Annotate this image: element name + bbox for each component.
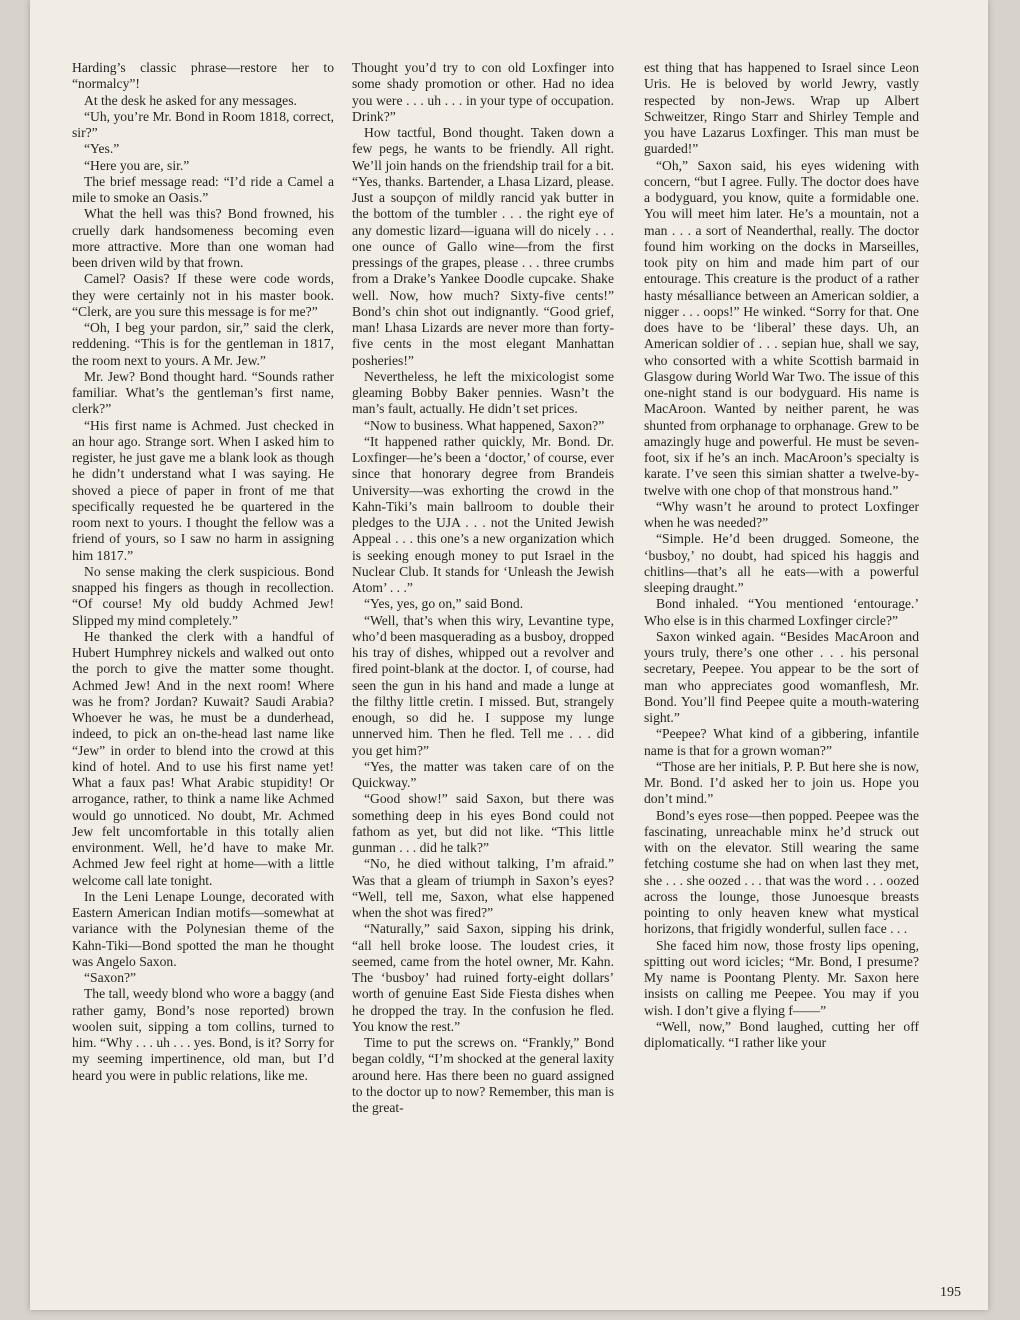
paragraph: Thought you’d try to con old Loxfinger into some shady promotion or other. Had no idea you were . . . uh . . . in your type of occupation. Drink?” <box>352 60 614 124</box>
paragraph: Harding’s classic phrase—restore her to “normalcy”! <box>72 60 334 92</box>
text-column-1 <box>72 60 334 1084</box>
magazine-page <box>30 0 988 1310</box>
paragraph: What the hell was this? Bond frowned, his cruelly dark handsomeness becoming even more attractive. More than one woman had been driven wild by that frown. <box>72 206 334 270</box>
paragraph: Nevertheless, he left the mixicologist some gleaming Bobby Baker pennies. Wasn’t the man’s fault, actually. He didn’t set prices. <box>352 368 614 417</box>
paragraph: “It happened rather quickly, Mr. Bond. Dr. Loxfinger—he’s been a ‘doctor,’ of course, ever since that honorary degree from Brandeis University—was exhorting the crowd in the Kahn-Tiki’s main ballroom to double their pledges to the UJA . . . not the United Jewish Appeal . . . this one’s a new organization which is seeking enough money to put Israel in the Nuclear Club. It stands for ‘Unleash the Jewish Atom’ . . .” <box>352 433 614 595</box>
paragraph: Mr. Jew? Bond thought hard. “Sounds rather familiar. What’s the gentleman’s first name, clerk?” <box>72 368 334 417</box>
paragraph: Camel? Oasis? If these were code words, they were certainly not in his master book. “Clerk, are you sure this message is for me?” <box>72 271 334 319</box>
paragraph: “No, he died without talking, I’m afraid.” Was that a gleam of triumph in Saxon’s eyes? “Well, tell me, Saxon, what else happened when the shot was fired?” <box>352 856 614 920</box>
paragraph: “Simple. He’d been drugged. Someone, the ‘busboy,’ no doubt, had spiced his haggis and chitlins—that’s all he eats—with a powerful sleeping draught.” <box>644 531 919 595</box>
paragraph: “Oh, I beg your pardon, sir,” said the clerk, reddening. “This is for the gentleman in 1817, the room next to yours. A Mr. Jew.” <box>72 320 334 368</box>
paragraph: Bond’s eyes rose—then popped. Peepee was the fascinating, unreachable minx he’d struck out with on the elevator. Still wearing the same fetching costume she had on when last they met, she . . . she oozed . . . that was the word . . . oozed across the lounge, those Junoesque breasts pointing to only heaven knew what mystical horizons, that frigidly wonderful, sullen face . . . <box>644 807 919 937</box>
paragraph: “Good show!” said Saxon, but there was something deep in his eyes Bond could not fathom as yet, but did not like. “This little gunman . . . did he talk?” <box>352 791 614 855</box>
paragraph: “Why wasn’t he around to protect Loxfinger when he was needed?” <box>644 498 919 530</box>
paragraph: est thing that has happened to Israel since Leon Uris. He is beloved by world Jewry, vastly respected by non-Jews. Wrap up Albert Schweitzer, Ringo Starr and Shirley Temple and you have Lazarus Loxfinger. This man must be guarded!” <box>644 60 919 157</box>
paragraph: “Yes, the matter was taken care of on the Quickway.” <box>352 758 614 790</box>
paragraph: He thanked the clerk with a handful of Hubert Humphrey nickels and walked out onto the porch to give the matter some thought. Achmed Jew! And in the next room! Where was he from? Jordan? Kuwait? Saudi Arabia? Whoever he was, he must be a dunderhead, indeed, to pick an on-the-head last name like “Jew” in order to blend into the crowd at this kind of hotel. And to use his first name yet! What a faux pas! What Arabic stupidity! Or arrogance, rather, to think a name like Achmed would go unnoticed. No doubt, Mr. Achmed Jew felt uncomfortable in this totally alien environment. Well, he’d have to make Mr. Achmed Jew feel right at home—with a little welcome call late tonight. <box>72 628 334 888</box>
paragraph: How tactful, Bond thought. Taken down a few pegs, he wants to be friendly. All right. We’ll join hands on the friendship trail for a bit. “Yes, thanks. Bartender, a Lhasa Lizard, please. Just a soupçon of mildly rancid yak butter in the bottom of the tumbler . . . the right eye of any domestic lizard—iguana will do nicely . . . one ounce of Gallo wine—from the first pressings of the grapes, please . . . three crumbs from a Drake’s Yankee Doodle cupcake. Shake well. Now, how much? Sixty-five cents!” Bond’s chin shot out indignantly. “Good grief, man! Lhasa Lizards are never more than forty-five cents in the most elegant Manhattan posheries!” <box>352 125 614 368</box>
paragraph: No sense making the clerk suspicious. Bond snapped his fingers as though in recollection. “Of course! My old buddy Achmed Jew! Slipped my mind completely.” <box>72 563 334 628</box>
paragraph: At the desk he asked for any messages. <box>84 92 297 108</box>
paragraph: Time to put the screws on. “Frankly,” Bond began coldly, “I’m shocked at the general laxity around here. Has there been no guard assigned to the doctor up to now? Remember, this man is the great- <box>352 1035 614 1115</box>
paragraph: “Naturally,” said Saxon, sipping his drink, “all hell broke loose. The loudest cries, it seemed, came from the hotel owner, Mr. Kahn. The ‘busboy’ had ruined forty-eight dollars’ worth of genuine East Side Fiesta dishes when he dropped the tray. In the confusion he fled. You know the rest.” <box>352 921 614 1034</box>
paragraph: She faced him now, those frosty lips opening, spitting out word icicles; “Mr. Bond, I presume? My name is Poontang Plenty. Mr. Saxon here insists on calling me Peepee. You may if you wish. I don’t give a flying f——” <box>644 937 919 1018</box>
text-column-2 <box>352 60 614 1116</box>
page-number: 195 <box>940 1285 961 1300</box>
paragraph: Bond inhaled. “You mentioned ‘entourage.’ Who else is in this charmed Loxfinger circle?” <box>644 596 919 628</box>
paragraph: The brief message read: “I’d ride a Camel a mile to smoke an Oasis.” <box>72 173 334 205</box>
paragraph: “Peepee? What kind of a gibbering, infantile name is that for a grown woman?” <box>644 726 919 758</box>
paragraph: “Those are her initials, P. P. But here she is now, Mr. Bond. I’d asked her to join us. Hope you don’t mind.” <box>644 758 919 807</box>
paragraph: “Uh, you’re Mr. Bond in Room 1818, correct, sir?” <box>72 108 334 140</box>
paragraph: “Oh,” Saxon said, his eyes widening with concern, “but I agree. Fully. The doctor does have a bodyguard, you know, quite a formidable one. You will meet him later. He’s a mountain, not a man . . . a sort of Neanderthal, really. The doctor found him working on the docks in Marseilles, took pity on him and made him part of our entourage. This creature is the product of a rather hasty mésalliance between an American soldier, a nigger . . . oops!” He winked. “Sorry for that. One does have to be ‘liberal’ these days. Uh, an American soldier of . . . sepian hue, shall we say, who consorted with a white Scottish barmaid in Glasgow during World War Two. The issue of this one-night stand is our bodyguard. His name is MacAroon. Wanted by neither parent, he was shunted from orphanage to orphanage. Grew to be amazingly huge and powerful. He must be seven-foot, six if he’s an inch. MacAroon’s specialty is karate. I’ve seen this simian shatter a twelve-by-twelve with one chop of that monstrous hand.” <box>644 157 919 498</box>
paragraph: “Saxon?” <box>84 970 137 985</box>
paragraph: In the Leni Lenape Lounge, decorated with Eastern American Indian motifs—somewhat at variance with the Polynesian theme of the Kahn-Tiki—Bond spotted the man he thought was Angelo Saxon. <box>72 888 334 969</box>
paragraph: “Now to business. What happened, Saxon?” <box>364 417 605 433</box>
paragraph: “Well, now,” Bond laughed, cutting her off diplomatically. “I rather like your <box>644 1018 919 1050</box>
paragraph: “Well, that’s when this wiry, Levantine type, who’d been masquerading as a busboy, dropped his tray of dishes, whipped out a revolver and fired point-blank at the doctor. I, of course, had seen the gun in his hand and made a lunge at the filthy little cretin. I missed. But, strangely enough, so did he. I suppose my lunge unnerved him. Then he fled. Tell me . . . did you get him?” <box>352 612 614 758</box>
text-column-3 <box>644 60 919 1051</box>
paragraph: “Yes, yes, go on,” said Bond. <box>364 596 524 612</box>
paragraph: “Here you are, sir.” <box>84 157 190 173</box>
paragraph: “Yes.” <box>84 141 120 157</box>
paragraph: “His first name is Achmed. Just checked in an hour ago. Strange sort. When I asked him to register, he just gave me a blank look as though he didn’t understand what I was saying. He shoved a piece of paper in front of me that specifically requested he be quartered in the room next to yours. I thought the fellow was a friend of yours, so I saw no harm in assigning him 1817.” <box>72 417 334 563</box>
paragraph: Saxon winked again. “Besides MacAroon and yours truly, there’s one other . . . his personal secretary, Peepee. You appear to be the sort of man who appreciates good womanflesh, Mr. Bond. You’ll find Peepee quite a mouth-watering sight.” <box>644 628 919 725</box>
paragraph: The tall, weedy blond who wore a baggy (and rather gamy, Bond’s nose reported) brown woolen suit, sipping a tom collins, turned to him. “Why . . . uh . . . yes. Bond, is it? Sorry for my seeming impertinence, old man, but I’d heard you were in public relations, like me. <box>72 986 334 1083</box>
